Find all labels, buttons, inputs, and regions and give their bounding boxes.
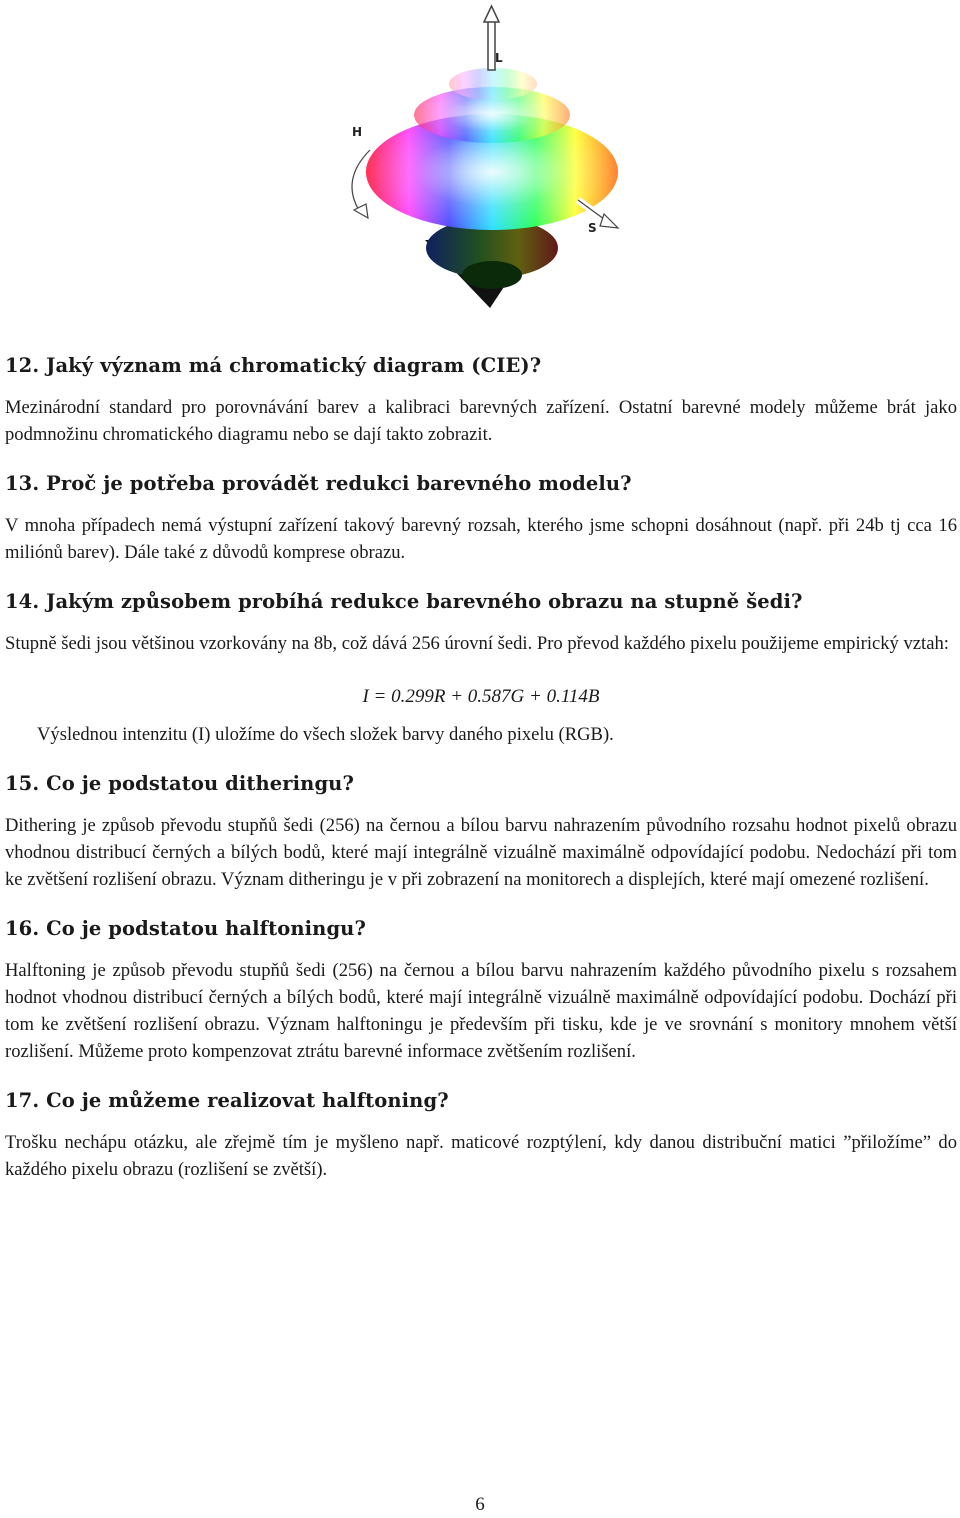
section-heading: 13. Proč je potřeba provádět redukci barevného modelu? bbox=[5, 472, 632, 495]
section-paragraph: Halftoning je způsob převodu stupňů šedi (256) na černou a bílou barvu nahrazením každého původního pixelu s rozsahem hodnot vhodnou distribucí černých a bílých bodů, které mají integrálně vizuálně maximálně odpovídající podobu. Dochází při tom ke zvětšení rozlišení obrazu. Význam halftoningu je především při tisku, kde je ve srovnání s monitory mnohem větší rozlišení. Můžeme proto kompenzovat ztrátu barevné informace zvětšením rozlišení. bbox=[5, 960, 957, 1062]
section-17 bbox=[5, 1087, 957, 1183]
page-number: 6 bbox=[475, 1494, 485, 1515]
section-14 bbox=[5, 588, 957, 748]
section-heading: 14. Jakým způsobem probíhá redukce barevného obrazu na stupně šedi? bbox=[5, 590, 803, 613]
grayscale-formula: I = 0.299R + 0.587G + 0.114B bbox=[362, 686, 600, 707]
document-body bbox=[5, 352, 957, 1205]
section-heading: 16. Co je podstatou halftoningu? bbox=[5, 917, 366, 940]
section-paragraph: Mezinárodní standard pro porovnávání barev a kalibraci barevných zařízení. Ostatní barevné modely můžeme brát jako podmnožinu chromatického diagramu nebo se dají takto zobrazit. bbox=[5, 397, 957, 445]
hue-arrow-icon bbox=[352, 150, 370, 218]
section-13 bbox=[5, 470, 957, 566]
section-paragraph: Dithering je způsob převodu stupňů šedi (256) na černou a bílou barvu nahrazením původního rozsahu hodnot pixelů obrazu vhodnou distribucí černých a bílých bodů, které mají integrálně vizuálně maximálně odpovídající podobu. Nedochází při tom ke zvětšení rozlišení obrazu. Význam ditheringu je v při zobrazení na monitorech a displejích, které mají omezené rozlišení. bbox=[5, 815, 957, 890]
section-paragraph: V mnoha případech nemá výstupní zařízení takový barevný rozsah, kterého jsme schopni dosáhnout (např. při 24b tj cca 16 miliónů barev). Dále také z důvodů komprese obrazu. bbox=[5, 515, 957, 563]
section-heading: 12. Jaký význam má chromatický diagram (CIE)? bbox=[5, 354, 542, 377]
saturation-arrow-icon bbox=[578, 200, 618, 228]
section-heading: 17. Co je můžeme realizovat halftoning? bbox=[5, 1089, 449, 1112]
section-heading: 15. Co je podstatou ditheringu? bbox=[5, 772, 354, 795]
section-16 bbox=[5, 915, 957, 1065]
saturation-axis-label: S bbox=[588, 221, 597, 235]
hue-axis-label: H bbox=[352, 125, 363, 139]
lightness-axis-label: L bbox=[495, 51, 503, 65]
lower-dark-disc-shape bbox=[462, 261, 522, 289]
section-paragraph: Stupně šedi jsou většinou vzorkovány na 8b, což dává 256 úrovní šedi. Pro převod každého pixelu použijeme empirický vztah: bbox=[5, 633, 949, 654]
formula-explanation: Výslednou intenzitu (I) uložíme do všech složek barvy daného pixelu (RGB). bbox=[37, 724, 614, 745]
hsl-double-cone-figure bbox=[330, 0, 630, 315]
section-12 bbox=[5, 352, 957, 448]
section-15 bbox=[5, 770, 957, 893]
section-paragraph: Trošku nechápu otázku, ale zřejmě tím je myšleno např. maticové rozptýlení, kdy danou distribuční matici ”přiložíme” do každého pixelu obrazu (rozlišení se zvětší). bbox=[5, 1132, 957, 1180]
